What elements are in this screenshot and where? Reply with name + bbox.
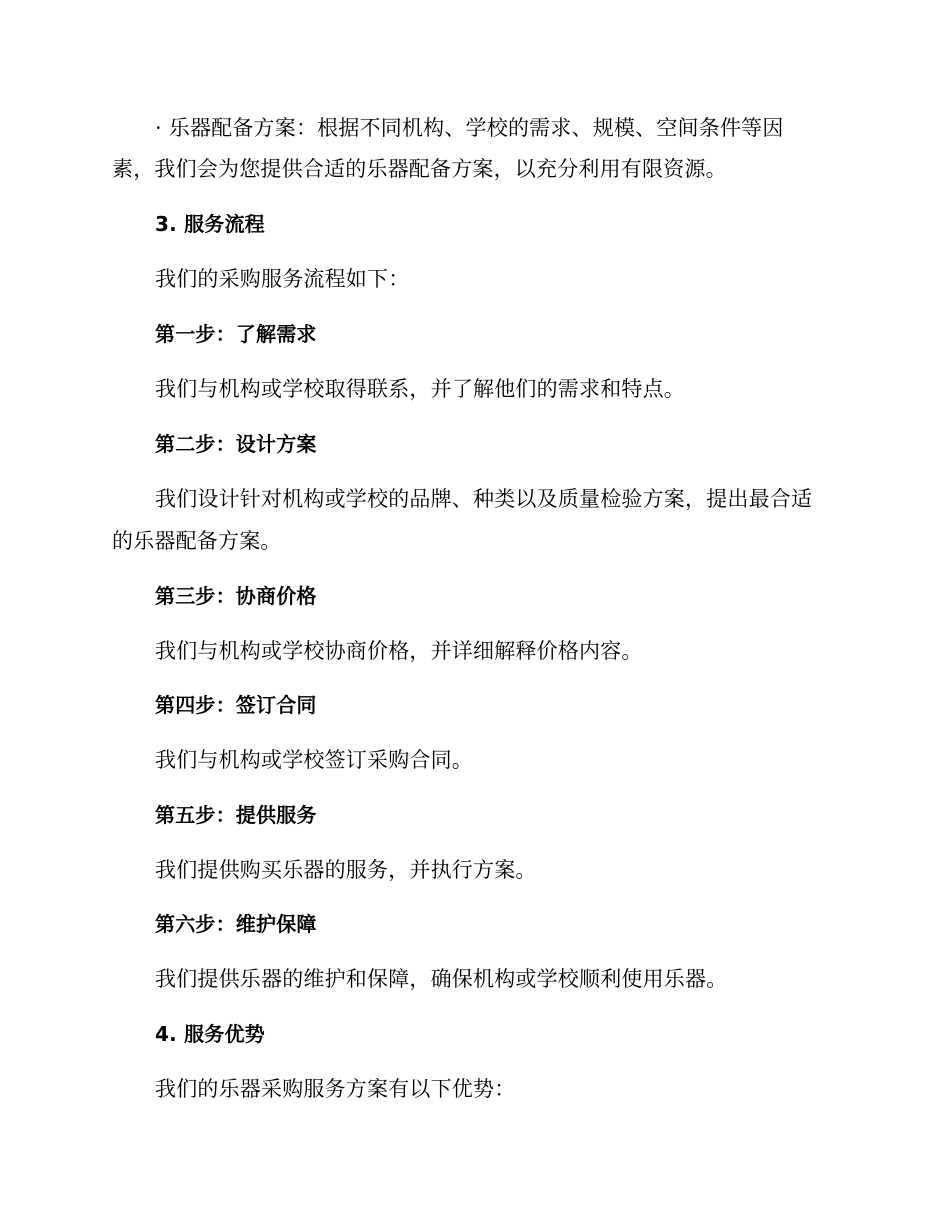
section-4-intro: 我们的乐器采购服务方案有以下优势： bbox=[155, 1077, 516, 1101]
section-4-heading: 4. 服务优势 bbox=[155, 1022, 265, 1046]
step-3-heading: 第三步：协商价格 bbox=[155, 584, 317, 608]
bullet-paragraph-line-1: · 乐器配备方案：根据不同机构、学校的需求、规模、空间条件等因 bbox=[155, 116, 784, 140]
step-1-text: 我们与机构或学校取得联系，并了解他们的需求和特点。 bbox=[155, 377, 685, 401]
step-5-text: 我们提供购买乐器的服务，并执行方案。 bbox=[155, 858, 537, 882]
section-3-heading: 3. 服务流程 bbox=[155, 212, 265, 236]
step-2-text-line-1: 我们设计针对机构或学校的品牌、种类以及质量检验方案，提出最合适 bbox=[155, 487, 813, 511]
step-5-heading: 第五步：提供服务 bbox=[155, 803, 317, 827]
step-3-text: 我们与机构或学校协商价格，并详细解释价格内容。 bbox=[155, 639, 643, 663]
step-4-text: 我们与机构或学校签订采购合同。 bbox=[155, 748, 473, 772]
step-1-heading: 第一步：了解需求 bbox=[155, 322, 317, 346]
step-2-text-line-2: 的乐器配备方案。 bbox=[112, 529, 282, 553]
step-6-heading: 第六步：维护保障 bbox=[155, 912, 317, 936]
step-4-heading: 第四步：签订合同 bbox=[155, 693, 317, 717]
step-2-heading: 第二步：设计方案 bbox=[155, 432, 317, 456]
section-3-intro: 我们的采购服务流程如下： bbox=[155, 267, 410, 291]
step-6-text: 我们提供乐器的维护和保障，确保机构或学校顺利使用乐器。 bbox=[155, 967, 728, 991]
bullet-paragraph-line-2: 素，我们会为您提供合适的乐器配备方案，以充分利用有限资源。 bbox=[112, 157, 727, 181]
